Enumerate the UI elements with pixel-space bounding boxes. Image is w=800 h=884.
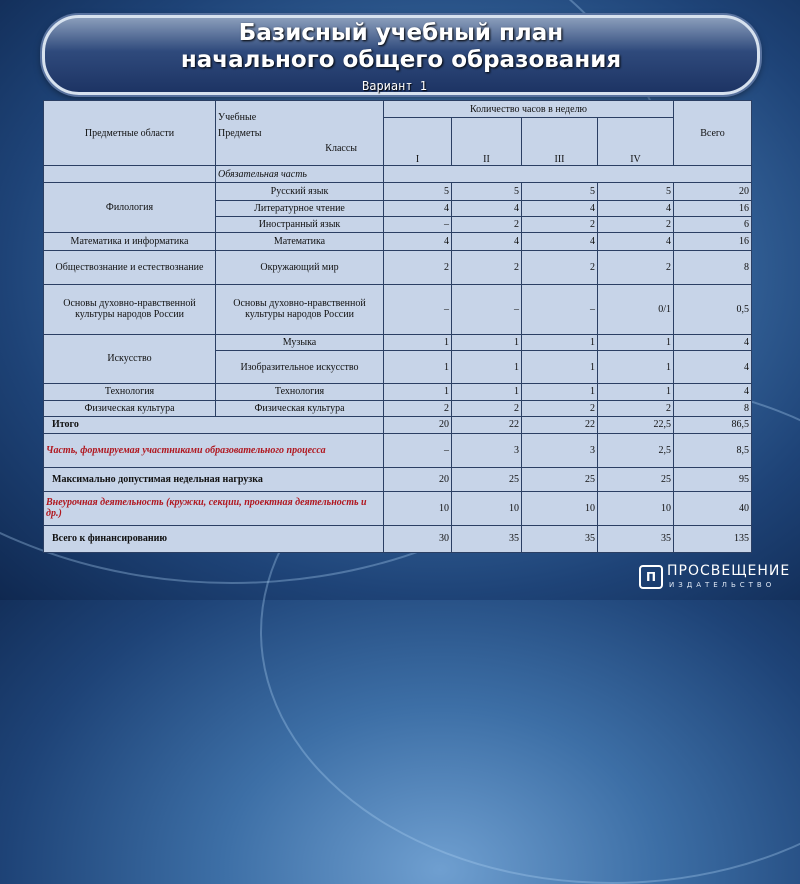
total-cell: 8 — [674, 251, 752, 285]
subject-area: Физическая культура — [44, 400, 216, 416]
hours-cell: 22 — [522, 416, 598, 433]
total-cell: 4 — [674, 334, 752, 350]
summary-row — [44, 434, 752, 468]
header-subject-areas: Предметные области — [44, 101, 216, 166]
subject-area: Математика и информатика — [44, 233, 216, 251]
hours-cell: 1 — [598, 384, 674, 400]
subject-area: Технология — [44, 384, 216, 400]
total-cell: 95 — [674, 467, 752, 491]
hours-cell: 10 — [522, 492, 598, 526]
mandatory-values-blank — [384, 166, 752, 183]
hours-cell: 20 — [384, 416, 452, 433]
summary-row — [44, 525, 752, 552]
summary-label: Всего к финансированию — [44, 525, 384, 552]
hours-cell: 20 — [384, 467, 452, 491]
publisher-logo — [639, 563, 789, 591]
table-row — [44, 251, 752, 285]
hours-cell: 4 — [452, 200, 522, 216]
hours-cell: 10 — [452, 492, 522, 526]
hours-cell: 4 — [522, 200, 598, 216]
header-hours-per-week: Количество часов в неделю — [384, 101, 674, 118]
hours-cell: 30 — [384, 525, 452, 552]
hours-cell: 4 — [384, 233, 452, 251]
total-cell: 16 — [674, 200, 752, 216]
subject-name: Русский язык — [216, 183, 384, 200]
subject-name: Иностранный язык — [216, 216, 384, 232]
total-cell: 6 — [674, 216, 752, 232]
header-grade: I — [384, 118, 452, 166]
hours-cell: 2 — [452, 251, 522, 285]
hours-cell: 2 — [598, 400, 674, 416]
total-cell: 8,5 — [674, 434, 752, 468]
subject-name: Физическая культура — [216, 400, 384, 416]
hours-cell: – — [384, 216, 452, 232]
hours-cell: 2 — [384, 251, 452, 285]
hours-cell: 1 — [452, 384, 522, 400]
hours-cell: 1 — [384, 384, 452, 400]
hours-cell: 2 — [452, 216, 522, 232]
total-cell: 40 — [674, 492, 752, 526]
table-row — [44, 384, 752, 400]
hours-cell: – — [384, 284, 452, 334]
header-grade: IV — [598, 118, 674, 166]
curriculum-table — [43, 100, 752, 553]
publisher-subtitle: ИЗДАТЕЛЬСТВО — [669, 581, 776, 589]
summary-row — [44, 492, 752, 526]
subject-area: Филология — [44, 183, 216, 233]
subject-name: Технология — [216, 384, 384, 400]
subject-name: Математика — [216, 233, 384, 251]
hours-cell: 35 — [452, 525, 522, 552]
header-grade: II — [452, 118, 522, 166]
hours-cell: 1 — [452, 334, 522, 350]
hours-cell: 2 — [522, 216, 598, 232]
table-row — [44, 400, 752, 416]
total-cell: 16 — [674, 233, 752, 251]
hours-cell: 25 — [452, 467, 522, 491]
header-classes: Классы — [325, 143, 357, 154]
hours-cell: 5 — [384, 183, 452, 200]
hours-cell: 35 — [598, 525, 674, 552]
mandatory-area-blank — [44, 166, 216, 183]
hours-cell: 2 — [598, 251, 674, 285]
summary-label: Внеурочная деятельность (кружки, секции, проектная деятельность и др.) — [44, 492, 384, 526]
variant-label: Вариант 1 — [362, 79, 428, 93]
summary-row — [44, 467, 752, 491]
hours-cell: 3 — [522, 434, 598, 468]
hours-cell: – — [384, 434, 452, 468]
summary-label: Часть, формируемая участниками образовательного процесса — [44, 434, 384, 468]
hours-cell: 10 — [598, 492, 674, 526]
total-cell: 0,5 — [674, 284, 752, 334]
table-row — [44, 183, 752, 200]
hours-cell: 5 — [522, 183, 598, 200]
hours-cell: 22 — [452, 416, 522, 433]
hours-cell: 10 — [384, 492, 452, 526]
hours-cell: 1 — [384, 350, 452, 384]
hours-cell: 4 — [598, 200, 674, 216]
subject-name: Музыка — [216, 334, 384, 350]
header-subjects-classes — [216, 101, 384, 166]
subject-area: Искусство — [44, 334, 216, 384]
hours-cell: – — [522, 284, 598, 334]
header-total: Всего — [674, 101, 752, 166]
summary-row — [44, 416, 752, 433]
subject-area: Обществознание и естествознание — [44, 251, 216, 285]
hours-cell: 2 — [522, 400, 598, 416]
subject-name: Изобразительное искусство — [216, 350, 384, 384]
hours-cell: 1 — [598, 334, 674, 350]
hours-cell: 4 — [384, 200, 452, 216]
hours-cell: 4 — [522, 233, 598, 251]
subject-name: Основы духовно-нравственной культуры народов России — [216, 284, 384, 334]
mandatory-part-label: Обязательная часть — [216, 166, 384, 183]
hours-cell: 2 — [452, 400, 522, 416]
hours-cell: 25 — [522, 467, 598, 491]
hours-cell: 1 — [522, 334, 598, 350]
hours-cell: 2 — [598, 216, 674, 232]
publisher-name: ПРОСВЕЩЕНИЕ — [667, 563, 791, 579]
total-cell: 135 — [674, 525, 752, 552]
hours-cell: 2,5 — [598, 434, 674, 468]
hours-cell: 4 — [452, 233, 522, 251]
summary-label: Максимально допустимая недельная нагрузка — [44, 467, 384, 491]
hours-cell: 1 — [452, 350, 522, 384]
hours-cell: 1 — [522, 350, 598, 384]
page-title-line1: Базисный учебный план — [238, 20, 564, 46]
hours-cell: 1 — [384, 334, 452, 350]
hours-cell: 4 — [598, 233, 674, 251]
table-row — [44, 284, 752, 334]
prosveshchenie-logo-icon: П — [639, 565, 663, 589]
hours-cell: 1 — [598, 350, 674, 384]
table-row — [44, 334, 752, 350]
hours-cell: 2 — [522, 251, 598, 285]
total-cell: 20 — [674, 183, 752, 200]
header-subjects-line1: Учебные — [218, 112, 257, 123]
hours-cell: – — [452, 284, 522, 334]
header-subjects-line2: Предметы — [218, 128, 262, 139]
subject-name: Литературное чтение — [216, 200, 384, 216]
table-row — [44, 233, 752, 251]
hours-cell: 2 — [384, 400, 452, 416]
page-title-line2: начального общего образования — [180, 47, 622, 73]
hours-cell: 22,5 — [598, 416, 674, 433]
hours-cell: 5 — [598, 183, 674, 200]
hours-cell: 3 — [452, 434, 522, 468]
total-cell: 86,5 — [674, 416, 752, 433]
subject-area: Основы духовно-нравственной культуры народов России — [44, 284, 216, 334]
total-cell: 4 — [674, 350, 752, 384]
hours-cell: 0/1 — [598, 284, 674, 334]
total-cell: 4 — [674, 384, 752, 400]
hours-cell: 5 — [452, 183, 522, 200]
summary-label: Итого — [44, 416, 384, 433]
hours-cell: 35 — [522, 525, 598, 552]
hours-cell: 1 — [522, 384, 598, 400]
header-grade: III — [522, 118, 598, 166]
subject-name: Окружающий мир — [216, 251, 384, 285]
total-cell: 8 — [674, 400, 752, 416]
hours-cell: 25 — [598, 467, 674, 491]
